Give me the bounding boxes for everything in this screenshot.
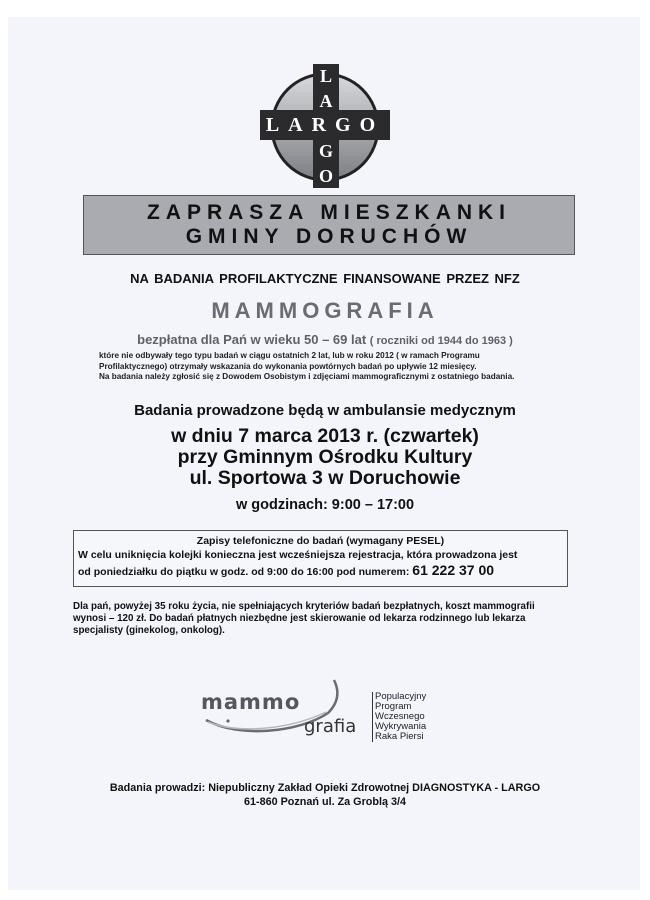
banner-line-1: ZAPRASZA MIESZKANKI — [146, 201, 512, 224]
registration-hours-text: od poniedziałku do piątku w godz. od 9:00 do 16:00 pod numerem: — [78, 566, 410, 578]
provider-address: 61-860 Poznań ul. Za Groblą 3/4 — [243, 796, 406, 808]
eligibility-age: bezpłatna dla Pań w wieku 50 – 69 lat — [137, 332, 367, 347]
registration-title: Zapisy telefoniczne do badań (wymagany PESEL) — [196, 535, 445, 547]
registration-line-1: W celu uniknięcia kolejki konieczna jest wcześniejsza rejestracja, która prowadzona jest — [78, 549, 518, 561]
provider-footer — [0, 781, 650, 809]
logo-word-grafia: grafia — [304, 716, 357, 737]
logo-word-mammo: mammo — [201, 690, 301, 714]
eligibility-conditions — [99, 351, 514, 383]
largo-vertical-text — [313, 64, 339, 189]
paid-info-line: specjalisty (ginekolog, onkolog). — [73, 625, 225, 636]
condition-line: Profilaktycznego) otrzymały wskazania do wykonania powtórnych badań po upływie 12 miesięcy. — [99, 361, 477, 371]
ambulance-info: Badania prowadzone będą w ambulansie medycznym — [134, 402, 516, 419]
program-line: Program — [375, 701, 412, 712]
banner-line-2: GMINY DORUCHÓW — [185, 225, 473, 248]
program-line: Raka Piersi — [375, 731, 424, 742]
eligibility-years: ( roczniki od 1944 do 1963 ) — [369, 335, 513, 347]
logo-letter: G — [318, 141, 333, 161]
event-hours: w godzinach: 9:00 – 17:00 — [235, 497, 415, 513]
registration-box — [73, 530, 568, 587]
condition-line: Na badania należy zgłosić się z Dowodem Osobistym i zdjęciami mammograficznymi z ostatniego badania. — [99, 372, 515, 381]
invitation-banner — [83, 195, 575, 255]
paid-info-line: Dla pań, powyżej 35 roku życia, nie spełniających kryteriów badań bezpłatnych, koszt mammografii — [73, 601, 535, 612]
logo-letter: L — [319, 66, 332, 86]
registration-phone: 61 222 37 00 — [412, 562, 495, 578]
registration-line-2 — [78, 562, 567, 581]
paid-exam-info — [73, 601, 573, 637]
largo-horizontal-text: LARGO — [265, 114, 385, 136]
nfz-subtitle: NA BADANIA PROFILAKTYCZNE FINANSOWANE PRZEZ NFZ — [130, 271, 520, 286]
paid-info-line: wynosi – 120 zł. Do badań płatnych niezbędne jest skierowanie od lekarza rodzinnego lub lekarza — [73, 613, 526, 624]
program-line: Wczesnego — [375, 711, 425, 722]
mammography-title: MAMMOGRAFIA — [211, 298, 439, 323]
largo-logo — [255, 62, 395, 192]
program-line: Wykrywania — [375, 721, 427, 732]
event-date: w dniu 7 marca 2013 r. (czwartek) — [171, 425, 479, 447]
condition-line: które nie odbywały tego typu badań w ciągu ostatnich 2 lat, lub w roku 2012 ( w ramach Programu — [99, 351, 480, 360]
event-place: przy Gminnym Ośrodku Kultury — [177, 446, 473, 468]
eligibility-line — [0, 332, 650, 347]
logo-letter: O — [318, 166, 333, 186]
event-details — [0, 426, 650, 489]
program-name — [372, 692, 426, 742]
provider-name: Badania prowadzi: Niepubliczny Zakład Opieki Zdrowotnej DIAGNOSTYKA - LARGO — [109, 782, 541, 794]
program-line: Populacyjny — [375, 691, 427, 702]
logo-letter: A — [319, 91, 333, 111]
event-address: ul. Sportowa 3 w Doruchowie — [189, 467, 461, 489]
